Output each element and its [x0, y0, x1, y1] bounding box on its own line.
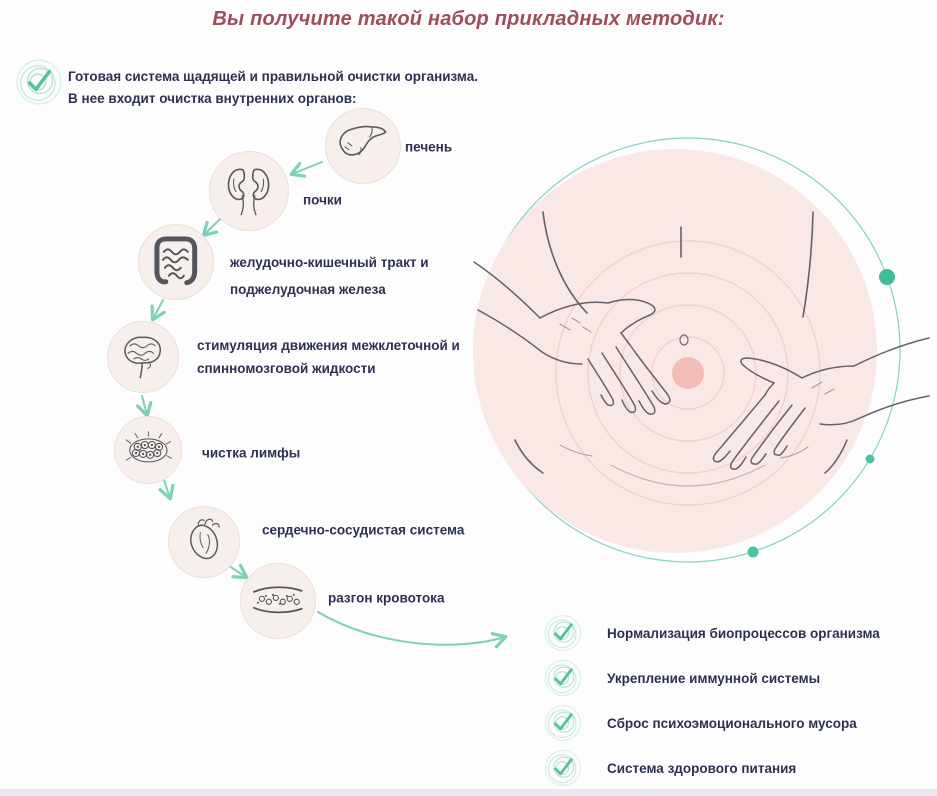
- flow-label-text: поджелудочная железа: [230, 282, 386, 297]
- flow-label-bloodflow: [328, 591, 444, 606]
- flow-label-text: сердечно-сосудистая система: [262, 522, 465, 538]
- flow-label-text: разгон кровотока: [328, 590, 445, 606]
- check-rings-icon: [14, 57, 64, 107]
- flow-label-heart: [262, 523, 464, 538]
- bottom-divider: [0, 789, 937, 796]
- flow-step-brain: [107, 321, 179, 393]
- intestines-icon: [144, 230, 208, 294]
- flow-step-heart: [168, 506, 240, 578]
- flow-label-text: стимуляция движения межклеточной и: [197, 338, 460, 353]
- blood-vessel-icon: [246, 569, 310, 633]
- flow-step-intestines: [138, 224, 214, 300]
- benefit-row: [543, 658, 820, 698]
- intro-line-1: Готовая система щадящей и правильной очистки организма.: [68, 69, 478, 84]
- intro-line-2: В нее входит очистка внутренних органов:: [68, 91, 357, 106]
- flow-label-text: желудочно-кишечный тракт и: [230, 255, 429, 270]
- orbit-dot-medium: [748, 547, 759, 558]
- check-rings-icon: [543, 748, 583, 788]
- check-rings-icon: [543, 613, 583, 653]
- liver-icon: [331, 114, 395, 178]
- flow-step-lymph: [114, 416, 182, 484]
- flow-label-intestines: [230, 249, 429, 303]
- check-rings-icon: [543, 658, 583, 698]
- check-rings-icon: [543, 703, 583, 743]
- flow-step-kidneys: [209, 151, 289, 231]
- heart-icon: [174, 512, 234, 572]
- benefit-label: Укрепление иммунной системы: [607, 670, 821, 686]
- flow-label-text: спинномозговой жидкости: [197, 361, 376, 376]
- flow-label-brain: [197, 334, 460, 380]
- flow-label-text: почки: [303, 192, 342, 208]
- benefit-label: Система здорового питания: [607, 760, 797, 776]
- orbit-dot-small: [866, 455, 875, 464]
- flow-step-liver: [325, 108, 401, 184]
- benefit-row: [543, 748, 796, 788]
- flow-label-text: чистка лимфы: [202, 445, 301, 461]
- kidneys-icon: [215, 157, 282, 224]
- page-title: Вы получите такой набор прикладных методик:: [212, 8, 725, 30]
- benefit-row: [543, 613, 880, 653]
- lymph-icon: [120, 422, 177, 479]
- belly-massage-illustration: [440, 112, 937, 582]
- flow-label-kidneys: [303, 193, 342, 208]
- brain-icon: [113, 327, 173, 387]
- flow-label-lymph: [202, 446, 300, 461]
- flow-step-bloodflow: [240, 563, 316, 639]
- benefit-label: Нормализация биопроцессов организма: [607, 625, 880, 641]
- benefit-row: [543, 703, 857, 743]
- orbit-dot-large: [879, 269, 895, 285]
- flow-label-text: печень: [405, 139, 453, 155]
- intro-text: [68, 66, 478, 110]
- benefit-label: Сброс психоэмоционального мусора: [607, 715, 857, 731]
